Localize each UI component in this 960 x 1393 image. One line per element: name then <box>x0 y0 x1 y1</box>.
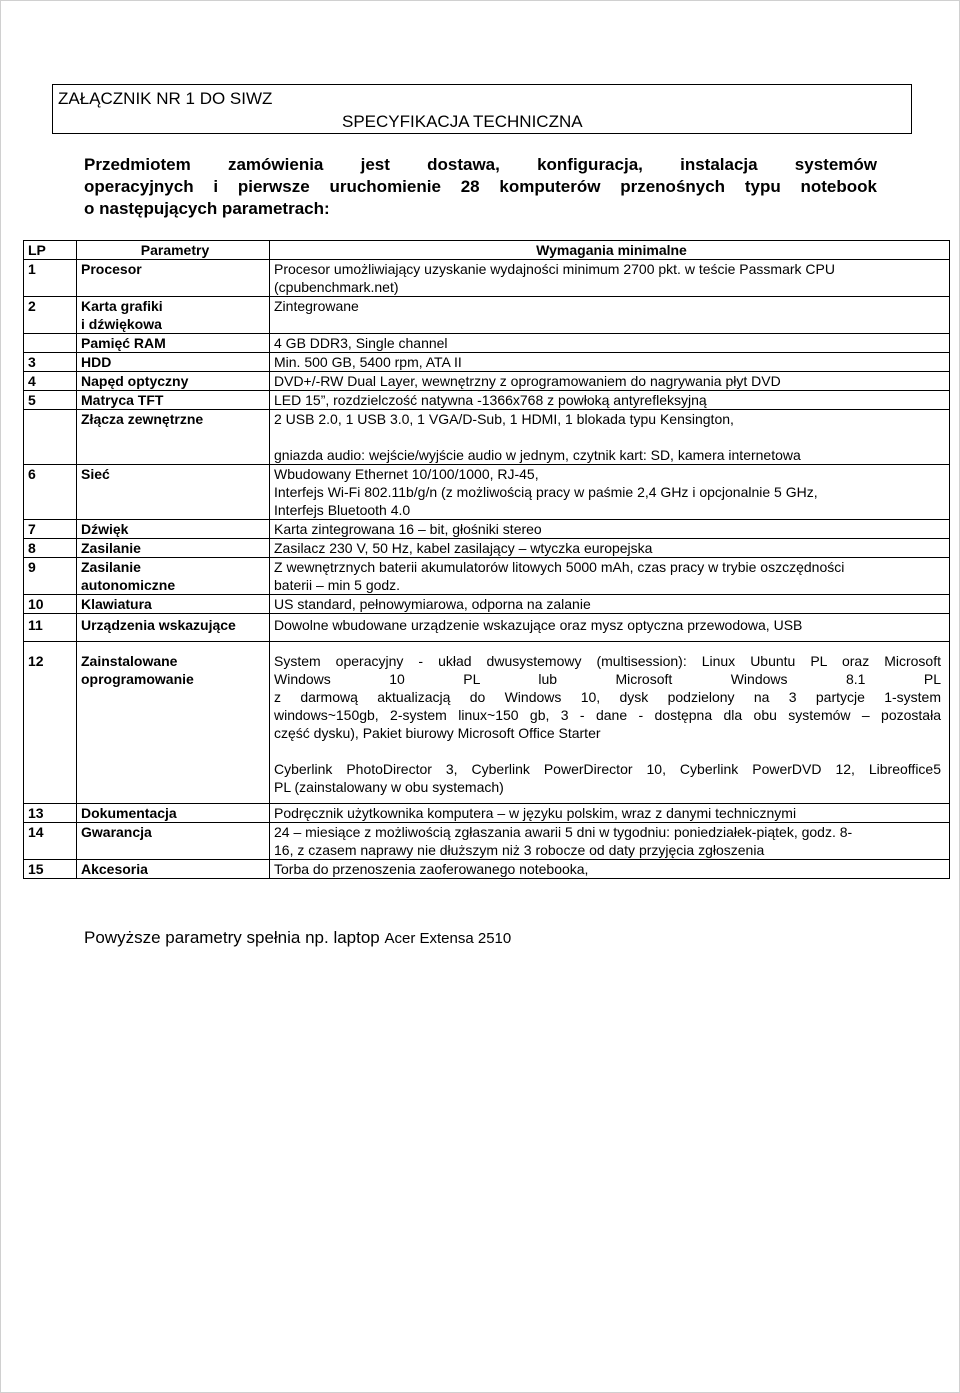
row-lp: 12 <box>24 642 77 804</box>
row-lp <box>24 410 77 465</box>
table-header-row <box>24 241 950 260</box>
table-row <box>24 614 950 642</box>
row-lp: 4 <box>24 372 77 391</box>
row-req: Zasilacz 230 V, 50 Hz, kabel zasilający – wtyczka europejska <box>270 539 950 558</box>
row-param: Sieć <box>77 465 270 520</box>
req-line: PL (zainstalowany w obu systemach) <box>274 779 504 795</box>
param-line: autonomiczne <box>81 577 176 593</box>
row-req: LED 15”, rozdzielczość natywna -1366x768 z powłoką antyrefleksyjną <box>270 391 950 410</box>
table-row <box>24 334 950 353</box>
document-header <box>52 84 912 134</box>
row-lp: 7 <box>24 520 77 539</box>
row-req <box>270 558 950 595</box>
row-param <box>77 642 270 804</box>
req-line: baterii – min 5 godz. <box>274 577 401 593</box>
attachment-title: ZAŁĄCZNIK NR 1 DO SIWZ <box>58 89 273 108</box>
row-req: Dowolne wbudowane urządzenie wskazujące oraz mysz optyczna przewodowa, USB <box>270 614 950 642</box>
row-req <box>270 642 950 804</box>
table-row <box>24 353 950 372</box>
row-lp: 5 <box>24 391 77 410</box>
row-req: Min. 500 GB, 5400 rpm, ATA II <box>270 353 950 372</box>
param-line: i dźwiękowa <box>81 316 162 332</box>
row-param <box>77 297 270 334</box>
row-lp: 8 <box>24 539 77 558</box>
table-row <box>24 558 950 595</box>
req-line: Procesor umożliwiający uzyskanie wydajności minimum 2700 pkt. w teście Passmark CPU <box>274 261 835 277</box>
intro-line: o następujących parametrach: <box>84 199 330 218</box>
row-req: Podręcznik użytkownika komputera – w języku polskim, wraz z danymi technicznymi <box>270 804 950 823</box>
row-lp: 10 <box>24 595 77 614</box>
req-line: 16, z czasem naprawy nie dłuższym niż 3 robocze od daty przyjęcia zgłoszenia <box>274 842 765 858</box>
table-row <box>24 372 950 391</box>
row-param: Gwarancja <box>77 823 270 860</box>
row-lp: 13 <box>24 804 77 823</box>
row-req: Torba do przenoszenia zaoferowanego notebooka, <box>270 860 950 879</box>
table-row <box>24 804 950 823</box>
table-row <box>24 391 950 410</box>
row-req: US standard, pełnowymiarowa, odporna na zalanie <box>270 595 950 614</box>
intro-paragraph <box>84 154 877 220</box>
req-line: System operacyjny - układ dwusystemowy (multisession): Linux Ubuntu PL oraz Microsoft <box>274 653 941 669</box>
req-line: Cyberlink PhotoDirector 3, Cyberlink PowerDirector 10, Cyberlink PowerDVD 12, Libreoffice5 <box>274 761 941 777</box>
row-param: Napęd optyczny <box>77 372 270 391</box>
table-row <box>24 539 950 558</box>
table-row <box>24 595 950 614</box>
row-lp: 6 <box>24 465 77 520</box>
req-line: Windows 10 PL lub Microsoft Windows 8.1 PL <box>274 671 941 687</box>
row-param: Dźwięk <box>77 520 270 539</box>
row-lp <box>24 334 77 353</box>
footer-text: Powyższe parametry spełnia np. laptop <box>84 928 380 947</box>
row-param <box>77 558 270 595</box>
req-line: Interfejs Wi-Fi 802.11b/g/n (z możliwością pracy w paśmie 2,4 GHz i opcjonalnie 5 GHz, <box>274 484 818 500</box>
header-param: Parametry <box>77 241 270 260</box>
row-lp: 11 <box>24 614 77 642</box>
req-line: (cpubenchmark.net) <box>274 279 399 295</box>
table-row <box>24 465 950 520</box>
table-row <box>24 860 950 879</box>
row-req <box>270 260 950 297</box>
table-row <box>24 410 950 465</box>
req-line: Interfejs Bluetooth 4.0 <box>274 502 411 518</box>
param-line: Zasilanie <box>81 559 141 575</box>
row-lp: 1 <box>24 260 77 297</box>
row-req: Karta zintegrowana 16 – bit, głośniki stereo <box>270 520 950 539</box>
row-param: Akcesoria <box>77 860 270 879</box>
param-line: Zainstalowane <box>81 653 178 669</box>
row-param: Złącza zewnętrzne <box>77 410 270 465</box>
intro-line: Przedmiotem zamówienia jest dostawa, konfiguracja, instalacja systemów <box>84 155 877 174</box>
row-param: Procesor <box>77 260 270 297</box>
param-line: oprogramowanie <box>81 671 194 687</box>
table-row <box>24 297 950 334</box>
param-line: Karta grafiki <box>81 298 163 314</box>
header-req: Wymagania minimalne <box>270 241 950 260</box>
row-param: Pamięć RAM <box>77 334 270 353</box>
req-line: 24 – miesiące z możliwością zgłaszania awarii 5 dni w tygodniu: poniedziałek-piątek, godz. 8- <box>274 824 853 840</box>
row-param: Klawiatura <box>77 595 270 614</box>
req-line: Z wewnętrznych baterii akumulatorów litowych 5000 mAh, czas pracy w trybie oszczędności <box>274 559 845 575</box>
row-lp: 9 <box>24 558 77 595</box>
req-line: część dysku), Pakiet biurowy Microsoft Office Starter <box>274 725 601 741</box>
row-param: HDD <box>77 353 270 372</box>
row-req <box>270 465 950 520</box>
row-req <box>270 410 950 465</box>
row-req: DVD+/-RW Dual Layer, wewnętrzny z oprogramowaniem do nagrywania płyt DVD <box>270 372 950 391</box>
header-lp: LP <box>24 241 77 260</box>
table-row <box>24 260 950 297</box>
row-param: Urządzenia wskazujące <box>77 614 270 642</box>
req-line: Wbudowany Ethernet 10/100/1000, RJ-45, <box>274 466 539 482</box>
row-lp: 15 <box>24 860 77 879</box>
table-row <box>24 823 950 860</box>
row-lp: 2 <box>24 297 77 334</box>
row-lp: 3 <box>24 353 77 372</box>
row-param: Matryca TFT <box>77 391 270 410</box>
table-row <box>24 642 950 804</box>
row-lp: 14 <box>24 823 77 860</box>
req-line: windows~150gb, 2-system linux~150 gb, 3 - dane - dostępna dla obu systemów – pozostała <box>274 707 941 723</box>
req-line: 2 USB 2.0, 1 USB 3.0, 1 VGA/D-Sub, 1 HDMI, 1 blokada typu Kensington, <box>274 411 734 427</box>
row-param: Zasilanie <box>77 539 270 558</box>
spec-title: SPECYFIKACJA TECHNICZNA <box>342 112 583 131</box>
req-line: gniazda audio: wejście/wyjście audio w jednym, czytnik kart: SD, kamera internetowa <box>274 447 801 463</box>
footer-model: Acer Extensa 2510 <box>384 930 512 947</box>
row-req: Zintegrowane <box>270 297 950 334</box>
spec-table <box>23 240 950 879</box>
row-req: 4 GB DDR3, Single channel <box>270 334 950 353</box>
intro-line: operacyjnych i pierwsze uruchomienie 28 komputerów przenośnych typu notebook <box>84 177 877 196</box>
row-param: Dokumentacja <box>77 804 270 823</box>
table-row <box>24 520 950 539</box>
req-line: z darmową aktualizacją do Windows 10, dysk podzielony na 3 partycje 1-system <box>274 689 941 705</box>
footer-note <box>84 928 511 948</box>
row-req <box>270 823 950 860</box>
